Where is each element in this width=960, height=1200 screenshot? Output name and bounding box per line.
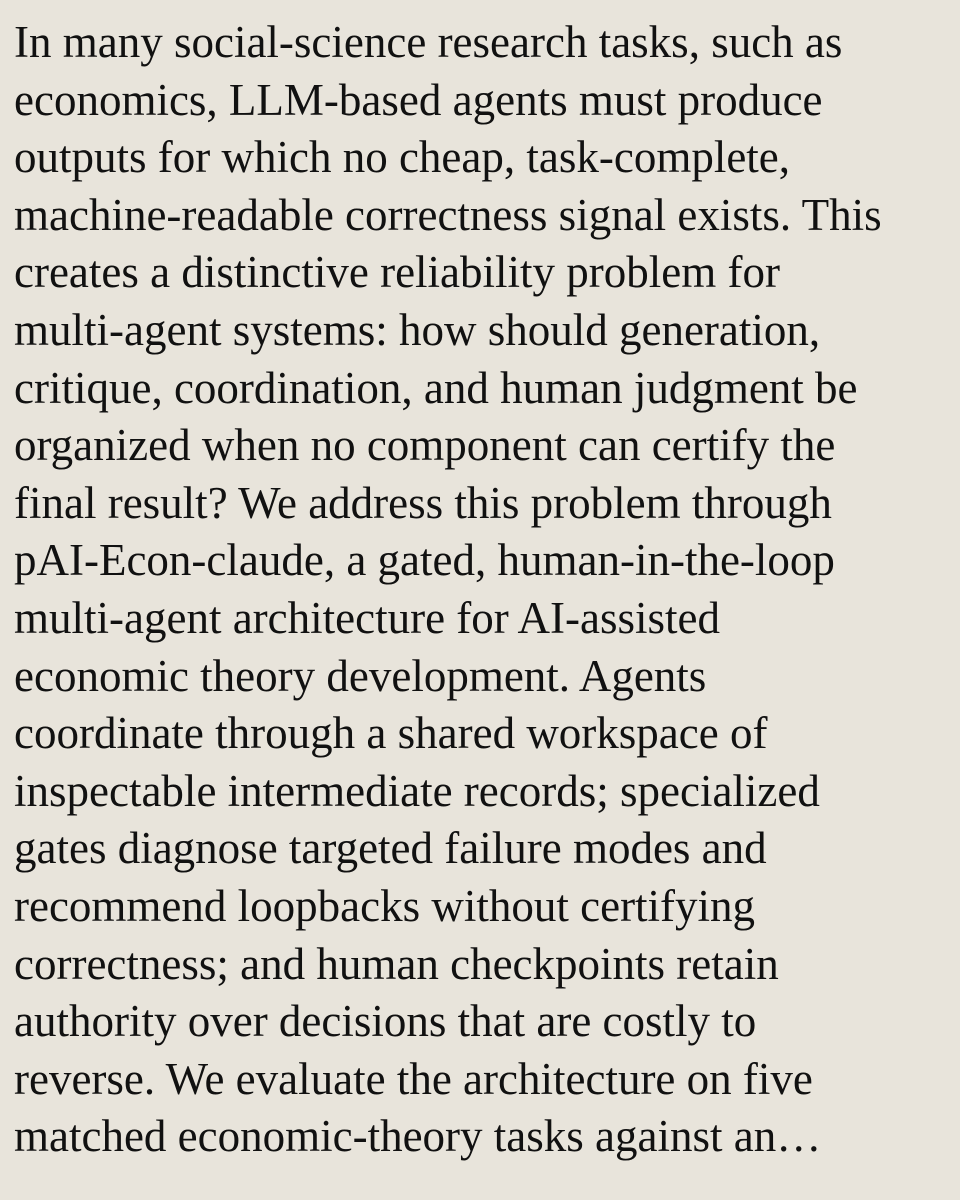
abstract-line: economics, LLM-based agents must produce [14, 74, 823, 125]
abstract-line: machine-readable correctness signal exists. This [14, 189, 882, 240]
abstract-line: multi-agent systems: how should generation, [14, 304, 821, 355]
abstract-line: critique, coordination, and human judgment be [14, 362, 858, 413]
abstract-line: pAI-Econ-claude, a gated, human-in-the-loop [14, 535, 835, 586]
abstract-line: economic theory development. Agents [14, 650, 707, 701]
abstract-line: multi-agent architecture for AI-assisted [14, 592, 720, 643]
abstract-line: authority over decisions that are costly to [14, 996, 757, 1047]
abstract-line: outputs for which no cheap, task-complete, [14, 132, 791, 183]
abstract-line: In many social-science research tasks, such as [14, 17, 843, 67]
abstract-line: recommend loopbacks without certifying [14, 880, 756, 931]
abstract-line: coordinate through a shared workspace of [14, 708, 768, 759]
abstract-line: final result? We address this problem through [14, 477, 832, 528]
abstract-line: reverse. We evaluate the architecture on five [14, 1053, 813, 1104]
abstract-line: inspectable intermediate records; specialized [14, 765, 820, 816]
abstract-line: creates a distinctive reliability problem for [14, 247, 780, 298]
abstract-text [14, 14, 954, 1166]
abstract-line: organized when no component can certify the [14, 420, 836, 471]
abstract-line: correctness; and human checkpoints retain [14, 938, 779, 989]
abstract-line: matched economic-theory tasks against an… [14, 1111, 822, 1162]
abstract-line: gates diagnose targeted failure modes and [14, 823, 767, 874]
